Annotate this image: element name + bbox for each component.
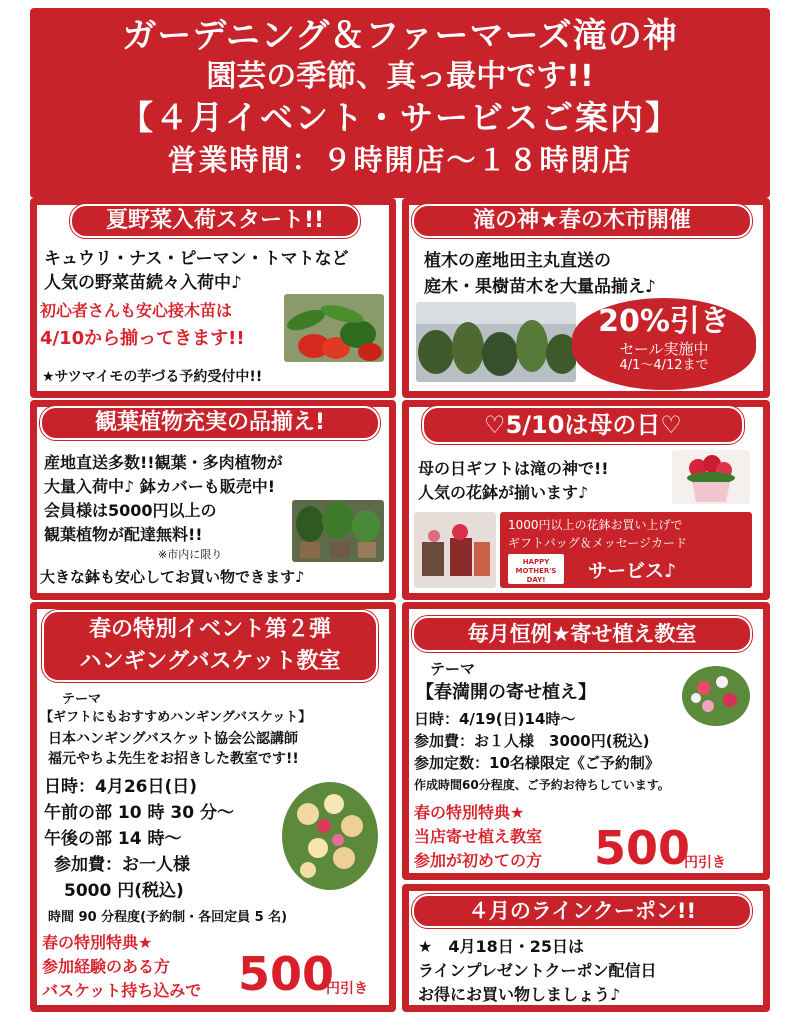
yoseue-perk1: 当店寄せ植え教室 xyxy=(414,827,543,846)
yoseue-photo xyxy=(678,658,754,730)
vegetables-line2: 人気の野菜苗続々入荷中♪ xyxy=(44,273,242,293)
foliage-photo xyxy=(292,500,384,562)
hanging-perk1: 参加経験のある方 xyxy=(42,957,171,976)
yoseue-perk2: 参加が初めての方 xyxy=(414,851,543,870)
vegetables-line1: キュウリ・ナス・ピーマン・トマトなど xyxy=(44,249,349,269)
tree-market-photo xyxy=(416,302,576,382)
header-subtitle: 園芸の季節、真っ最中です!! xyxy=(206,59,594,94)
hanging-perk-title: 春の特別特典★ xyxy=(42,933,153,952)
sale-badge xyxy=(572,298,756,390)
hanging-basket-panel xyxy=(30,602,396,1012)
hanging-time: 時間 90 分程度(予約制・各回定員 5 名) xyxy=(48,910,288,925)
foliage-line4: 観葉植物が配達無料!! xyxy=(44,525,203,544)
hanging-basket-title xyxy=(42,610,378,682)
mothers-day-line2: 人気の花鉢が揃います♪ xyxy=(418,483,589,502)
line-coupon-line3: お得にお買い物しましょう♪ xyxy=(418,985,621,1004)
gift-bag-photo xyxy=(414,512,496,588)
header-banner xyxy=(30,8,770,198)
hanging-fee-label: 参加費：お一人様 xyxy=(54,855,190,875)
yoseue-discount-amount: 500 xyxy=(594,821,691,875)
line-coupon-title: ４月のラインクーポン!! xyxy=(412,894,752,928)
foliage-line1: 産地直送多数!!観葉・多肉植物が xyxy=(44,453,283,472)
hanging-theme-label: テーマ xyxy=(62,692,102,707)
line-coupon-line1: ★ 4月18日・25日は xyxy=(418,937,585,956)
vegetables-note: ★サツマイモの芋づる予約受付中!! xyxy=(42,369,263,385)
yoseue-fee: 参加費：お１人様 3000円(税込) xyxy=(414,732,650,750)
foliage-panel xyxy=(30,400,396,600)
hanging-date: 日時：4月26日(日) xyxy=(44,777,198,797)
yoseue-date: 日時：4/19(日)14時～ xyxy=(414,710,576,728)
gift-service-label: サービス♪ xyxy=(588,560,677,582)
hanging-title-line2: ハンギングバスケット教室 xyxy=(79,649,341,674)
yoseue-discount-unit: 円引き xyxy=(684,855,726,871)
hanging-intro2: 福元やちよ先生をお招きした教室です!! xyxy=(48,751,299,767)
hanging-discount-amount: 500 xyxy=(238,947,335,1001)
mothers-day-card: HAPPY MOTHER'S DAY! xyxy=(508,554,564,584)
sale-discount: 20%引き xyxy=(598,304,730,339)
gift-line1: 1000円以上の花鉢お買い上げで xyxy=(508,518,683,532)
vegetables-red2: 4/10から揃ってきます!! xyxy=(40,328,245,349)
hanging-title-line1: 春の特別イベント第２弾 xyxy=(88,617,331,642)
vegetables-photo xyxy=(284,294,384,362)
hanging-basket-photo xyxy=(278,774,382,898)
line-coupon-panel xyxy=(402,884,770,1012)
business-hours: 営業時間：９時開店～１８時閉店 xyxy=(167,143,633,177)
hanging-fee: 5000 円(税込) xyxy=(64,881,184,901)
foliage-line3: 会員様は5000円以上の xyxy=(44,501,217,520)
sale-period: 4/1～4/12まで xyxy=(619,358,709,373)
store-name: ガーデニング＆ファーマーズ滝の神 xyxy=(122,16,678,56)
yoseue-limit: 参加定数：10名様限定《ご予約制》 xyxy=(414,754,660,772)
tree-market-panel xyxy=(402,198,770,398)
hanging-intro1: 日本ハンギングバスケット協会公認講師 xyxy=(48,731,299,747)
yoseue-title: 毎月恒例★寄せ植え教室 xyxy=(412,616,752,652)
gift-line2: ギフトバッグ＆メッセージカード xyxy=(508,536,688,550)
sale-label: セール実施中 xyxy=(619,340,709,358)
header-event-title: 【４月イベント・サービスご案内】 xyxy=(120,98,680,137)
hanging-theme: 【ギフトにもおすすめハンギングバスケット】 xyxy=(40,710,312,725)
gift-service-box xyxy=(500,512,752,588)
vegetables-red1: 初心者さんも安心接木苗は xyxy=(40,301,233,320)
mothers-day-panel xyxy=(402,400,770,600)
foliage-line2: 大量入荷中♪ 鉢カバーも販売中! xyxy=(44,477,276,496)
hanging-perk2: バスケット持ち込みで xyxy=(42,981,202,1000)
mothers-day-line1: 母の日ギフトは滝の神で!! xyxy=(418,459,609,478)
foliage-line5: 大きな鉢も安心してお買い物できます♪ xyxy=(40,568,305,586)
yoseue-perk-title: 春の特別特典★ xyxy=(414,803,525,822)
hanging-discount-unit: 円引き xyxy=(326,981,368,997)
tree-market-line2: 庭木・果樹苗木を大量品揃え♪ xyxy=(424,277,656,297)
flower-pot-photo xyxy=(672,450,750,504)
hanging-pm: 午後の部 14 時～ xyxy=(44,829,182,849)
yoseue-theme: 【春満開の寄せ植え】 xyxy=(416,682,596,703)
vegetables-title: 夏野菜入荷スタート!! xyxy=(70,204,360,238)
yoseue-panel xyxy=(402,602,770,880)
tree-market-title: 滝の神★春の木市開催 xyxy=(412,204,752,238)
vegetables-panel xyxy=(30,198,396,398)
tree-market-line1: 植木の産地田主丸直送の xyxy=(424,251,611,271)
mothers-day-title: ♡5/10は母の日♡ xyxy=(422,406,744,444)
yoseue-duration: 作成時間60分程度、ご予約お待ちしています。 xyxy=(414,778,670,792)
hanging-am: 午前の部 10 時 30 分～ xyxy=(44,803,234,823)
line-coupon-line2: ラインプレゼントクーポン配信日 xyxy=(418,961,657,980)
foliage-footnote: ※市内に限り xyxy=(158,548,223,561)
yoseue-theme-label: テーマ xyxy=(430,660,476,678)
foliage-title: 観葉植物充実の品揃え! xyxy=(40,406,380,440)
